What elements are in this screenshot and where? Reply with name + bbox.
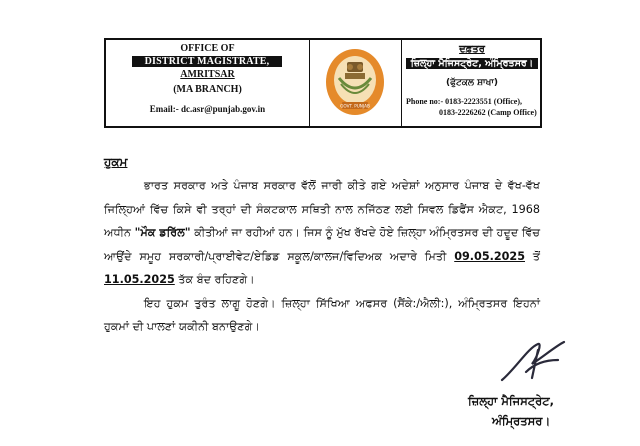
paragraph-1-text-b: ਕੀਤੀਆਂ ਜਾ ਰਹੀਆਂ ਹਨ। ਜਿਸ ਨੂੰ ਮੁੱਖ ਰੱਖਦੇ ਹੋਏ ਜ਼ਿਲ੍ਹਾ ਅੰਮ੍ਰਿਤਸਰ ਦੀ ਹਦੂਦ ਵਿੱਚ ਆਉਂਦੇ ਸਮੂਹ ਸਰਕਾਰੀ/ਪ੍ਰਾਈਵੇਟ/ਏਡਿਡ ਸਕੂਲ/ਕਾਲਜ/ਵਿਦਿਅਕ ਅਦਾਰੇ ਮਿਤੀ: [104, 226, 541, 263]
branch-label: (MA BRANCH): [173, 84, 242, 95]
branch-label-pa: (ਫੁੱਟਕਲ ਸ਼ਾਖਾ): [445, 78, 499, 88]
office-name: DISTRICT MAGISTRATE,: [132, 56, 282, 67]
to-word: ਤੋਂ: [532, 249, 540, 263]
date-from: 09.05.2025: [454, 249, 525, 263]
office-label-pa: ਦਫ਼ਤਰ: [459, 44, 485, 55]
email-line: Email:- dc.asr@punjab.gov.in: [149, 104, 266, 114]
phone-block: [406, 96, 542, 118]
phone-line-2: 0183-2226262 (Camp Office): [439, 108, 537, 117]
mock-drill-label: "ਮੌਕ ਡਰਿੱਲ": [134, 226, 191, 239]
signatory-title: ਜ਼ਿਲ੍ਹਾ ਮੈਜਿਸਟ੍ਰੇਟ,: [468, 394, 555, 408]
paragraph-1-text-a: ਭਾਰਤ ਸਰਕਾਰ ਅਤੇ ਪੰਜਾਬ ਸਰਕਾਰ ਵੱਲੋਂ ਜਾਰੀ ਕੀਤੇ ਗਏ ਅਦੇਸ਼ਾਂ ਅਨੁਸਾਰ ਪੰਜਾਬ ਦੇ ਵੱਖ-ਵੱਖ ਜਿਲ੍ਹਿਆਂ ਵਿੱਚ ਕਿਸੇ ਵੀ ਤਰ੍ਹਾਂ ਦੀ ਸੰਕਟਕਾਲ ਸਥਿਤੀ ਨਾਲ ਨਜਿੱਠਣ ਲਈ ਸਿਵਲ ਡਿਫੈਂਸ ਐਕਟ, 1968 ਅਧੀਨ: [104, 179, 540, 239]
date-to: 11.05.2025: [104, 273, 175, 286]
emblem-cell: [309, 40, 402, 126]
letterhead-english: [106, 40, 310, 126]
letterhead: [104, 38, 542, 128]
office-name-pa: ਜ਼ਿਲ੍ਹਾ ਮੈਜਿਸਟ੍ਰੇਟ, ਅੰਮ੍ਰਿਤਸਰ।: [406, 58, 538, 69]
government-seal-icon: [325, 48, 385, 116]
signatory-place: ਅੰਮ੍ਰਿਤਸਰ।: [492, 414, 551, 428]
order-title: ਹੁਕਮ: [104, 155, 128, 169]
seal-text: GOVT. PUNJAB: [340, 103, 370, 109]
letterhead-punjabi: [402, 40, 542, 126]
phone-line-1: Phone no:- 0183-2223551 (Office),: [406, 97, 522, 106]
signature-icon: [498, 338, 570, 386]
office-of-label: OFFICE OF: [180, 43, 235, 54]
order-body: [104, 174, 540, 339]
office-city: AMRITSAR: [180, 69, 235, 80]
order-paragraph-1: [104, 174, 540, 292]
paragraph-1-text-c: ਤੱਕ ਬੰਦ ਰਹਿਣਗੇ।: [178, 273, 255, 286]
order-paragraph-2: ਇਹ ਹੁਕਮ ਤੁਰੰਤ ਲਾਗੂ ਹੋਣਗੇ। ਜ਼ਿਲ੍ਹਾ ਸਿੱਖਿਆ ਅਫਸਰ (ਸੈਂਕੇ:/ਐਲੀ:), ਅੰਮ੍ਰਿਤਸਰ ਇਹਨਾਂ ਹੁਕਮਾਂ ਦੀ ਪਾਲਣਾਂ ਯਕੀਨੀ ਬਨਾਉਣਗੇ।: [104, 296, 540, 333]
